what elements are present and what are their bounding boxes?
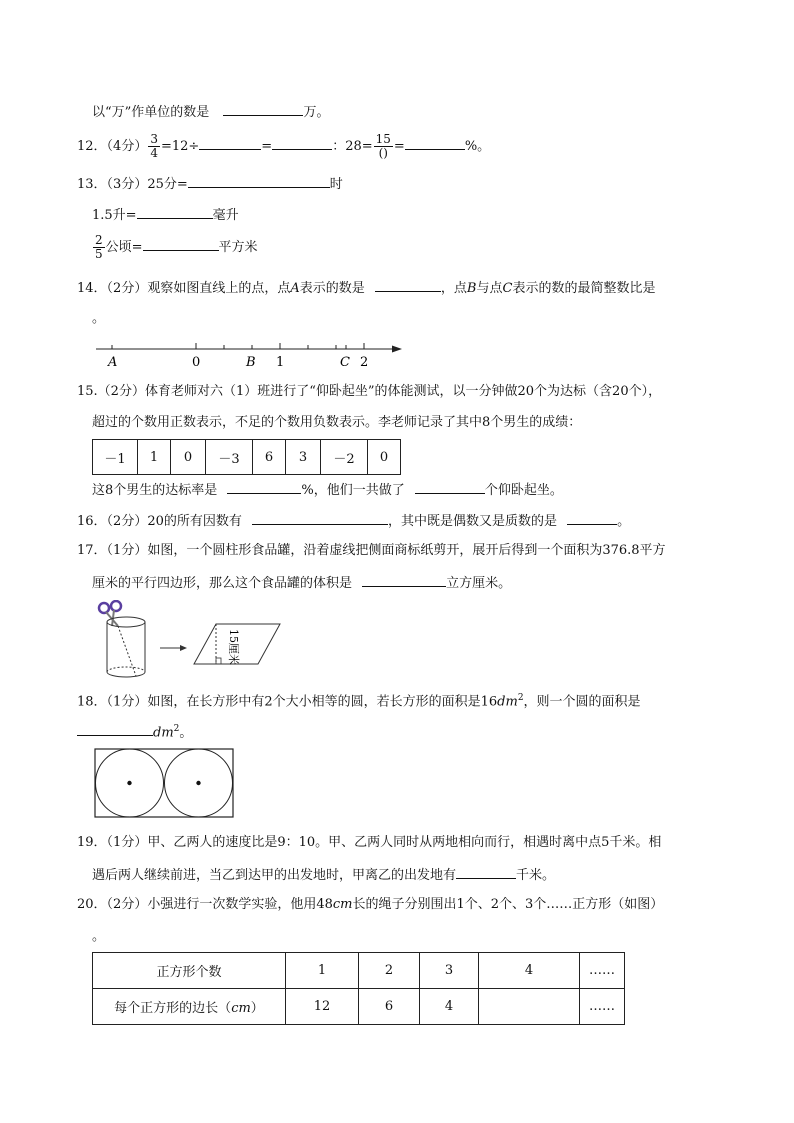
q15-line2: 超过的个数用正数表示，不足的个数用负数表示。李老师记录了其中8个男生的成绩：: [92, 415, 582, 430]
q13-frac-num: 2: [95, 233, 103, 247]
score-cell: －1: [93, 440, 138, 475]
q15-score-table: [92, 439, 401, 475]
score-cell: －3: [206, 440, 253, 475]
q13-fraction: [93, 234, 105, 261]
figure-height-label: 15厘米: [227, 629, 240, 665]
q12-fraction-1: [148, 133, 160, 160]
q15-blank-1[interactable]: [227, 479, 301, 494]
q15-score-row: [93, 440, 401, 475]
q14-text-e: 表示的数的最简整数比是: [512, 281, 656, 296]
q14-line-2: [92, 309, 105, 329]
q17-line-1: [77, 541, 666, 561]
q20-row2-header-prefix: 每个正方形的边长（: [114, 1001, 232, 1016]
score-cell: 3: [286, 440, 321, 475]
q12-number: 12．（4分）: [77, 139, 148, 154]
q12-blank-1[interactable]: [199, 135, 261, 150]
q12-frac2-num: 15: [375, 132, 391, 146]
q14-number-line: [90, 336, 410, 370]
q17-blank[interactable]: [362, 572, 446, 587]
q18-line-1: [77, 688, 641, 712]
q20-cell: 4: [420, 989, 479, 1025]
label-c: C: [340, 355, 350, 370]
q13-blank-1[interactable]: [188, 173, 330, 188]
q14-text-a: 观察如图直线上的点，点: [147, 281, 291, 296]
q12-eq1: =12÷: [160, 139, 200, 154]
q17-line2-suffix: 立方厘米。: [446, 576, 512, 591]
q13-line1-suffix: 时: [329, 177, 343, 192]
q15-ans-suffix: 个仰卧起坐。: [484, 483, 563, 498]
q16-text-b: ，其中既是偶数又是质数的是: [388, 514, 558, 529]
q18-line1-prefix: 如图，在长方形中有2个大小相等的圆，若长方形的面积是16: [147, 694, 498, 710]
q11-answer-blank[interactable]: [223, 101, 303, 116]
q20-line-2: [92, 927, 105, 947]
q13-line3-prefix: 公顷=: [105, 240, 143, 255]
q14-text-c: ，点: [440, 281, 467, 296]
q14-number: 14．（2分）: [77, 281, 148, 296]
q20-table: [92, 952, 625, 1025]
q20-number: 20．（2分）: [77, 897, 148, 912]
q11-suffix: 万。: [303, 105, 330, 120]
q19-line-2: [92, 864, 555, 886]
q19-line-1: [77, 833, 661, 853]
q16-text-a: 20的所有因数有: [147, 514, 242, 529]
q15-line1: 体育老师对六（1）班进行了“仰卧起坐”的体能测试，以一分钟做20个为达标（含20个），: [144, 384, 662, 399]
q14-blank-1[interactable]: [375, 277, 441, 292]
q20-answer-cell[interactable]: [479, 989, 580, 1025]
q20-row1-header: 正方形个数: [93, 953, 286, 989]
q18-answer-unit: dm: [153, 725, 174, 741]
q12-eq4: =: [393, 139, 405, 154]
q13-line-2: [92, 204, 239, 226]
q12-frac1-num: 3: [150, 132, 158, 146]
q12-frac1-den: 4: [150, 146, 158, 160]
q20-row2-header-unit: cm: [231, 1001, 251, 1016]
q15-ans-mid: %，他们一共做了: [301, 483, 405, 498]
q13-line3-suffix: 平方米: [218, 240, 258, 255]
q16-blank-2[interactable]: [567, 510, 617, 525]
q20-cell: ……: [580, 953, 625, 989]
q20-unit: cm: [332, 897, 353, 912]
score-cell: 1: [138, 440, 171, 475]
score-cell: 0: [171, 440, 206, 475]
q13-line2-prefix: 1.5升=: [92, 208, 137, 223]
q15-answer-line: [92, 479, 563, 501]
q20-cell: 2: [359, 953, 420, 989]
q20-row-count: [93, 953, 625, 989]
q15-ans-prefix: 这8个男生的达标率是: [92, 483, 218, 498]
q13-line1-prefix: 25分=: [147, 177, 188, 192]
q20-row2-header-suffix: ）: [250, 1001, 264, 1016]
right-arrow-icon: [160, 645, 187, 651]
q19-line2-suffix: 千米。: [516, 868, 556, 883]
q11-prefix: 以“万”作单位的数是: [92, 105, 210, 120]
q19-line2-prefix: 遇后两人继续前进，当乙到达甲的出发地时，甲离乙的出发地有: [92, 868, 457, 883]
q16-blank-1[interactable]: [252, 510, 388, 525]
q12-blank-2[interactable]: [272, 135, 332, 150]
q12-suffix: %。: [464, 139, 491, 154]
q16-number: 16．（2分）: [77, 514, 148, 529]
number-line-ticks: [112, 343, 364, 349]
q15-number: 15.（2分）: [77, 384, 145, 399]
q15-line-2: [92, 413, 581, 433]
number-line-arrow-icon: [392, 346, 402, 353]
q15-line-1: [77, 382, 661, 402]
circle-right-center: [196, 781, 200, 785]
q20-row2-header: [93, 989, 286, 1025]
q12-eq2: =: [261, 139, 273, 154]
q12-fraction-2: [374, 133, 393, 160]
q13-number: 13．（3分）: [77, 177, 148, 192]
q13-frac-den: 5: [95, 247, 103, 261]
q17-line1: 如图，一个圆柱形食品罐，沿着虚线把侧面商标纸剪开，展开后得到一个面积为376.8平方: [147, 543, 666, 558]
label-two: 2: [360, 355, 369, 370]
circle-left-center: [127, 781, 131, 785]
q18-number: 18．（1分）: [77, 694, 148, 710]
q12-frac2-den: (): [378, 146, 388, 160]
q15-blank-2[interactable]: [415, 479, 485, 494]
q20-cell: 1: [286, 953, 359, 989]
q18-figure: [94, 748, 236, 820]
q20-cell: 4: [479, 953, 580, 989]
score-cell: 0: [368, 440, 401, 475]
q18-line1-suffix: ，则一个圆的面积是: [523, 694, 641, 710]
q19-line1: 甲、乙两人的速度比是9：10。甲、乙两人同时从两地相向而行，相遇时离中点5千米。相: [147, 835, 662, 850]
q12-blank-3[interactable]: [405, 135, 465, 150]
score-cell: －2: [321, 440, 368, 475]
q13-line-3: [92, 234, 258, 262]
q18-blank[interactable]: [77, 721, 153, 736]
q18-line-2: [77, 719, 192, 743]
label-b: B: [246, 355, 256, 370]
q18-unit: dm: [497, 694, 518, 710]
q11-line: [92, 101, 329, 123]
q13-blank-2[interactable]: [137, 204, 213, 219]
q14-var-a: A: [290, 281, 300, 296]
q17-line2-prefix: 厘米的平行四边形，那么这个食品罐的体积是: [92, 576, 353, 591]
q13-blank-3[interactable]: [143, 236, 219, 251]
q16-end: 。: [617, 514, 631, 529]
label-one: 1: [276, 355, 285, 370]
q20-line1-suffix: 长的绳子分别围出1个、2个、3个……正方形（如图）: [352, 897, 664, 912]
q14-var-c: C: [502, 281, 513, 296]
q20-line1-prefix: 小强进行一次数学实验，他用48: [147, 897, 333, 912]
q20-cell: 12: [286, 989, 359, 1025]
q17-line-2: [92, 572, 511, 594]
q20-cell: 3: [420, 953, 479, 989]
q17-figure: [92, 600, 292, 682]
q14-line-1: [77, 277, 655, 299]
q12-line: [77, 133, 490, 161]
score-cell: 6: [253, 440, 286, 475]
q18-answer-sup: 2: [173, 724, 180, 734]
q14-var-b: B: [466, 281, 477, 296]
q20-cell: 6: [359, 989, 420, 1025]
scissors-icon: [99, 601, 121, 626]
q20-line-1: [77, 895, 663, 915]
q13-line2-suffix: 毫升: [212, 208, 239, 223]
q20-line2: 。: [92, 929, 106, 944]
q19-number: 19．（1分）: [77, 835, 148, 850]
q14-text-b: 表示的数是: [299, 281, 365, 296]
label-a: A: [108, 355, 118, 370]
q20-row-side: [93, 989, 625, 1025]
q18-sup: 2: [517, 693, 524, 703]
q18-line2-suffix: 。: [179, 725, 193, 741]
q19-blank[interactable]: [456, 864, 516, 879]
label-zero: 0: [192, 355, 201, 370]
q14-end: 。: [92, 311, 106, 326]
q20-cell: ……: [580, 989, 625, 1025]
q14-text-d: 与点: [476, 281, 503, 296]
q16-line: [77, 510, 630, 532]
cylinder-shape: [107, 617, 145, 677]
q17-number: 17．（1分）: [77, 543, 148, 558]
q12-eq3: ：28=: [332, 139, 373, 154]
q13-line-1: [77, 173, 343, 195]
